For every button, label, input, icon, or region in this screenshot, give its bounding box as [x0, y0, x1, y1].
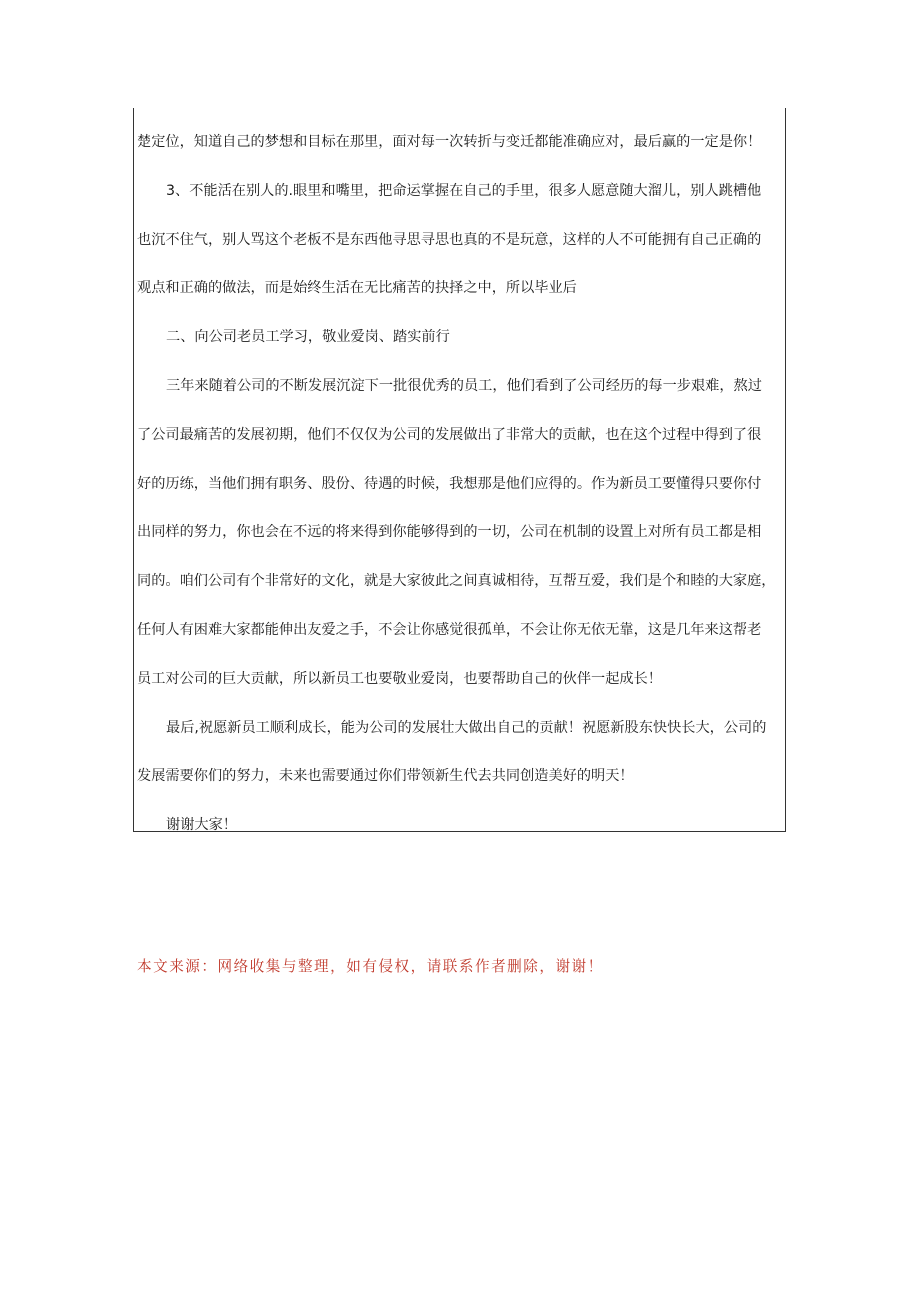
text-line-7: 了公司最痛苦的发展初期，他们不仅仅为公司的发展做出了非常大的贡献，也在这个过程中得到了很	[137, 426, 762, 443]
text-line-2: 3、不能活在别人的.眼里和嘴里，把命运掌握在自己的手里，很多人愿意随大溜儿，别人跳槽他	[166, 182, 762, 199]
closing-thanks: 谢谢大家！	[166, 817, 237, 834]
text-line-12: 员工对公司的巨大贡献，所以新员工也要敬业爱岗，也要帮助自己的伙伴一起成长！	[137, 670, 662, 687]
text-line-1: 楚定位，知道自己的梦想和目标在那里，面对每一次转折与变迁都能准确应对，最后赢的一定是你！	[137, 134, 762, 150]
text-line-11: 任何人有困难大家都能伸出友爱之手，不会让你感觉很孤单，不会让你无依无靠，这是几年来这帮老	[137, 621, 762, 638]
document-frame	[133, 108, 786, 832]
section-heading: 二、向公司老员工学习，敬业爱岗、踏实前行	[166, 329, 450, 346]
text-line-6: 三年来随着公司的不断发展沉淀下一批很优秀的员工，他们看到了公司经历的每一步艰难，熬过	[166, 377, 762, 394]
text-line-8: 好的历练，当他们拥有职务、股份、待遇的时候，我想那是他们应得的。作为新员工要懂得只要你付	[137, 475, 762, 492]
source-note: 本文来源：网络收集与整理，如有侵权，请联系作者删除，谢谢！	[137, 958, 604, 975]
text-line-9: 出同样的努力，你也会在不远的将来得到你能够得到的一切，公司在机制的设置上对所有员工都是相	[137, 524, 762, 541]
text-line-10: 同的。咱们公司有个非常好的文化，就是大家彼此之间真诚相待，互帮互爱，我们是个和睦的大家庭，	[137, 573, 776, 590]
document-body	[137, 118, 779, 850]
text-line-3: 也沉不住气，别人骂这个老板不是东西他寻思寻思也真的不是玩意，这样的人不可能拥有自己正确的	[137, 231, 762, 248]
text-line-4: 观点和正确的做法，而是始终生活在无比痛苦的抉择之中，所以毕业后	[137, 280, 577, 297]
text-line-14: 发展需要你们的努力，未来也需要通过你们带领新生代去共同创造美好的明天！	[137, 768, 634, 785]
text-line-13: 最后,祝愿新员工顺利成长，能为公司的发展壮大做出自己的贡献！祝愿新股东快快长大，公司的	[166, 719, 767, 736]
